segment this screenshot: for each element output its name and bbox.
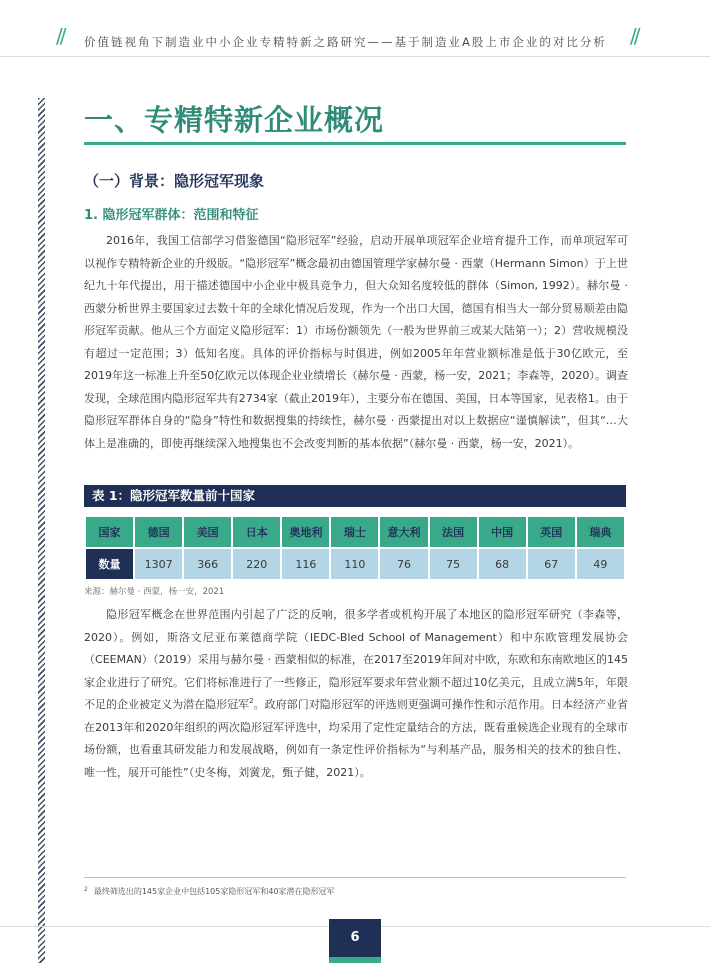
table-cell-count: 220 — [233, 549, 280, 579]
table-cell-count: 67 — [528, 549, 575, 579]
section-heading: （一）背景：隐形冠军现象 — [84, 172, 265, 190]
table-cell-country: 瑞典 — [577, 517, 624, 547]
chapter-heading: 一、专精特新企业概况 — [84, 103, 385, 137]
page-header — [0, 0, 710, 56]
body-paragraph-2-text: 隐形冠军概念在世界范围内引起了广泛的反响，很多学者或机构开展了本地区的隐形冠军研究（李森等，2020）。例如，斯洛文尼亚布莱德商学院（IEDC-Bled School of Management）和中东欧管理发展协会（CEEMAN）（2019）采用与赫尔曼 · 西蒙相似的标准，在2017至2019年间对中欧，东欧和东南欧地区的145家企业进行了研究。它们将标准进行了一些修正，隐形冠军要求年营业额不超过10亿美元，且成立满5年，年限不足的企业被定义为潜在隐形冠军 — [84, 608, 628, 711]
table-cell-country: 法国 — [430, 517, 477, 547]
table-cell-count: 75 — [430, 549, 477, 579]
header-slash-decoration-left: // — [56, 24, 64, 48]
table-cell-country: 日本 — [233, 517, 280, 547]
footnote-divider — [84, 877, 626, 878]
table-cell-country: 德国 — [135, 517, 182, 547]
row-label-count: 数量 — [86, 549, 133, 579]
table-cell-count: 116 — [282, 549, 329, 579]
footnote — [84, 886, 335, 897]
table-cell-country: 瑞士 — [331, 517, 378, 547]
body-paragraph-2-text-rest: 。政府部门对隐形冠军的评选则更强调可操作性和示范作用。日本经济产业省在2013年和2020年组织的两次隐形冠军评选中，均采用了定性定量结合的方法，既看重候选企业现有的全球市场份额，也看重其研发能力和发展战略，例如有一条定性评价指标为“与利基产品，服务相关的技术的独自性、唯一性，展开可能性”（史冬梅，刘黉龙，甄子健，2021）。 — [84, 698, 629, 779]
chapter-heading-underline — [84, 142, 626, 145]
table-cell-country: 美国 — [184, 517, 231, 547]
running-header-title: 价值链视角下制造业中小企业专精特新之路研究——基于制造业A股上市企业的对比分析 — [84, 35, 607, 49]
table-header-row — [86, 517, 624, 547]
body-paragraph-1: 2016年，我国工信部学习借鉴德国“隐形冠军”经验，启动开展单项冠军企业培育提升工作，而单项冠军可以视作专精特新企业的升级版。“隐形冠军”概念最初由德国管理学家赫尔曼 · 西蒙（Hermann Simon）于上世纪九十年代提出，用于描述德国中小企业中极具竞争力，但大众知名度较低的群体（Simon, 1992）。赫尔曼 · 西蒙分析世界主要国家过去数十年的全球化情况后发现，作为一个出口大国，德国有相当大一部分贸易顺差由隐形冠军贡献。他从三个方面定义隐形冠军：1）市场份额领先（一般为世界前三或某大陆第一）；2）营收规模没有超过一定范围；3）低知名度。具体的评价指标与时俱进，例如2005年年营业额标准是低于30亿欧元，至2019年这一标准上升至50亿欧元以体现企业业绩增长（赫尔曼 · 西蒙，杨一安，2021；李森等，2020）。调查发现，全球范围内隐形冠军共有2734家（截止2019年），主要分布在德国、美国，日本等国家，见表格1。由于隐形冠军群体自身的“隐身”特性和数据搜集的持续性，赫尔曼 · 西蒙提出对以上数据应“谨慎解读”，但其“…大体上是准确的，即使再继续深入地搜集也不会改变判断的基本依据”（赫尔曼 · 西蒙，杨一安，2021）。 — [84, 234, 628, 450]
subsection-heading: 1. 隐形冠军群体：范围和特征 — [84, 208, 259, 223]
table-cell-country: 英国 — [528, 517, 575, 547]
header-slash-decoration-right: // — [630, 24, 638, 48]
footnote-text: 最终筛选出的145家企业中包括105家隐形冠军和40家潜在隐形冠军 — [93, 887, 335, 896]
table-cell-count: 76 — [380, 549, 427, 579]
table-cell-country: 中国 — [479, 517, 526, 547]
table-cell-count: 1307 — [135, 549, 182, 579]
table-cell-count: 110 — [331, 549, 378, 579]
hidden-champions-table — [84, 515, 626, 581]
table-cell-country: 奥地利 — [282, 517, 329, 547]
side-hatch-decoration — [38, 98, 45, 963]
table-cell-count: 68 — [479, 549, 526, 579]
table-cell-country: 意大利 — [380, 517, 427, 547]
table-cell-count: 366 — [184, 549, 231, 579]
table-source-note: 来源：赫尔曼 · 西蒙，杨一安，2021 — [84, 587, 225, 597]
body-paragraph-2 — [84, 604, 628, 784]
row-label-country: 国家 — [86, 517, 133, 547]
page-number: 6 — [329, 919, 381, 963]
footnote-reference[interactable]: 2 — [249, 697, 254, 705]
table-value-row — [86, 549, 624, 579]
table-caption: 表 1：隐形冠军数量前十国家 — [84, 485, 626, 507]
header-divider — [0, 56, 710, 57]
table-cell-count: 49 — [577, 549, 624, 579]
footnote-mark: 2 — [84, 886, 88, 893]
